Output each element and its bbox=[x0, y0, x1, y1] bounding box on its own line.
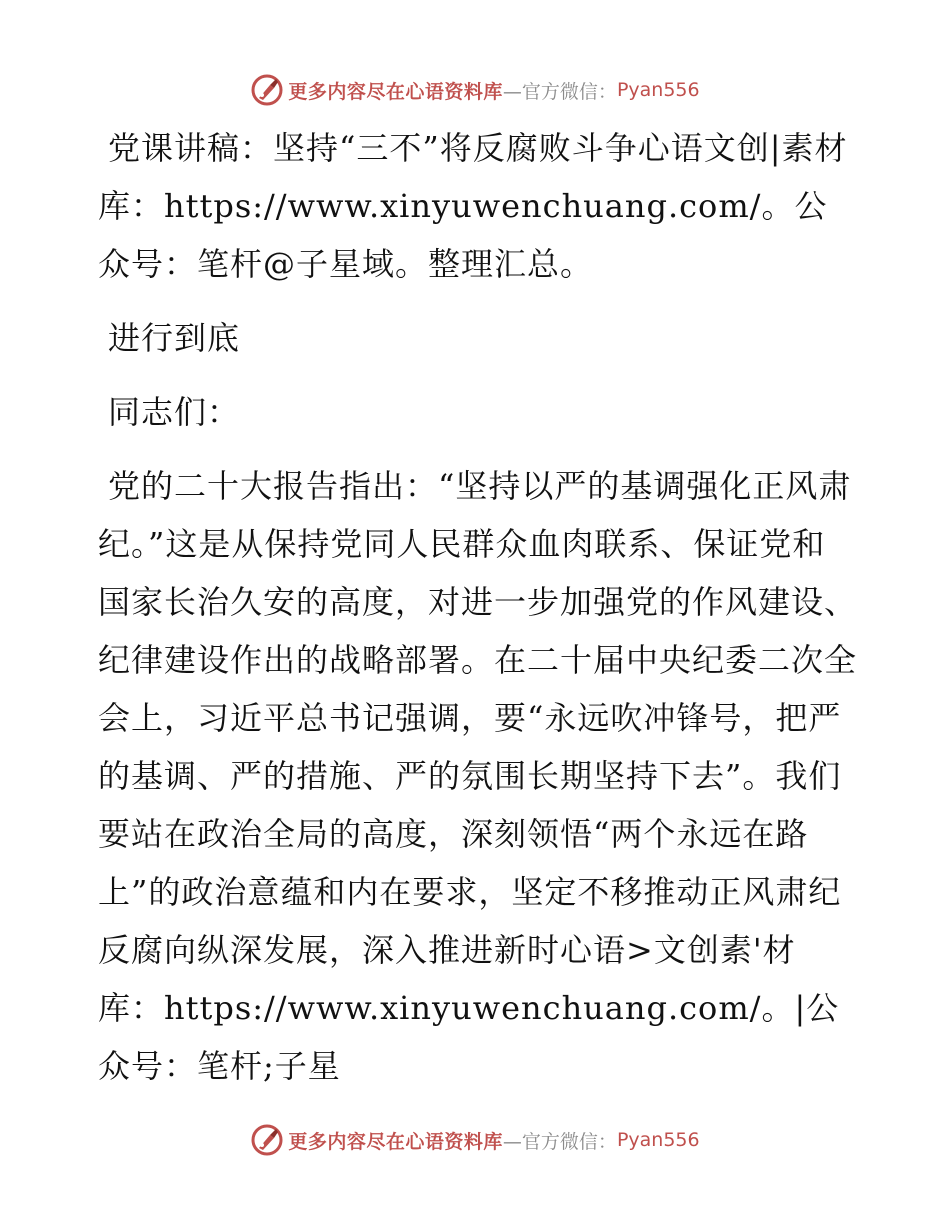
watermark-main-text: 更多内容尽在心语资料库 bbox=[288, 80, 503, 103]
pen-logo-icon bbox=[250, 1123, 284, 1157]
title-continuation: 进行到底 bbox=[108, 319, 241, 357]
body-paragraph: 党的二十大报告指出：“坚持以严的基调强化正风肃纪。”这是从保持党同人民群众血肉联系、保证党和国家长治久安的高度，对进一步加强党的作风建设、纪律建设作出的战略部署。在二十届中央纪委二次全会上，习近平总书记强调，要“永远吹冲锋号，把严的基调、严的措施、严的氛围长期坚持下去”。我们要站在政治全局的高度，深刻领悟“两个永远在路上”的政治意蕴和内在要求，坚定不移推动正风肃纪反腐向纵深发展，深入推进新时心语>文创素'材库：https://www.xinyuwenchuang.com/。|公众号：笔杆;子星 bbox=[98, 467, 858, 1085]
pen-logo-icon bbox=[250, 73, 284, 107]
watermark-footer bbox=[0, 1120, 950, 1160]
watermark-sub-text: —官方微信： bbox=[502, 80, 617, 103]
watermark-id-text: Pyan556 bbox=[616, 1129, 700, 1151]
watermark-header bbox=[0, 70, 950, 110]
salutation: 同志们： bbox=[108, 393, 241, 431]
watermark-sub-text: —官方微信： bbox=[502, 1130, 617, 1153]
watermark-main-text: 更多内容尽在心语资料库 bbox=[288, 1130, 503, 1153]
document-body bbox=[98, 119, 858, 1111]
watermark-id-text: Pyan556 bbox=[616, 79, 700, 101]
document-title-paragraph: 党课讲稿：坚持“三不”将反腐败斗争心语文创|素材库：https://www.xinyuwenchuang.com/。公众号：笔杆@子星域。整理汇总。 bbox=[98, 129, 848, 283]
